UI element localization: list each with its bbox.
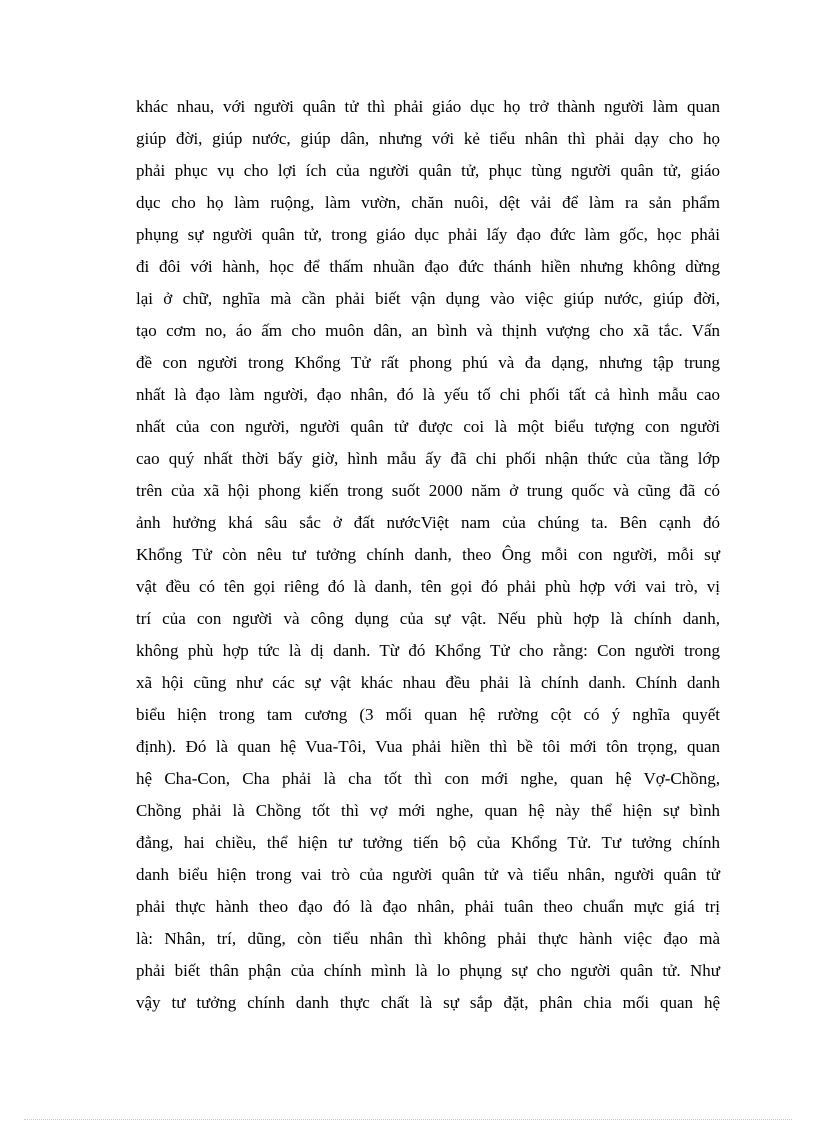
text-line: giúp đời, giúp nước, giúp dân, nhưng với kẻ tiểu nhân thì phải dạy cho họ: [136, 129, 720, 148]
text-line: lại ở chữ, nghĩa mà cần phải biết vận dụng vào việc giúp nước, giúp đời,: [136, 289, 720, 308]
text-line: nhất của con người, người quân tử được coi là một biểu tượng con người: [136, 417, 720, 436]
text-line: Khổng Tử còn nêu tư tưởng chính danh, theo Ông mỗi con người, mỗi sự: [136, 545, 720, 564]
text-line: phụng sự người quân tử, trong giáo dục phải lấy đạo đức làm gốc, học phải: [136, 225, 720, 244]
text-line: trí của con người và công dụng của sự vật. Nếu phù hợp là chính danh,: [136, 609, 720, 628]
body-paragraph: [136, 91, 720, 1019]
text-line: vật đều có tên gọi riêng đó là danh, tên gọi đó phải phù hợp với vai trò, vị: [136, 577, 720, 596]
text-line: đẳng, hai chiều, thể hiện tư tưởng tiến bộ của Khổng Tử. Tư tưởng chính: [136, 833, 720, 852]
text-line: định). Đó là quan hệ Vua-Tôi, Vua phải hiền thì bề tôi mới tôn trọng, quan: [136, 737, 720, 756]
text-line: khác nhau, với người quân tử thì phải giáo dục họ trở thành người làm quan: [136, 97, 720, 116]
text-line: hệ Cha-Con, Cha phải là cha tốt thì con mới nghe, quan hệ Vợ-Chồng,: [136, 769, 720, 788]
text-line: phải thực hành theo đạo đó là đạo nhân, phải tuân theo chuẩn mực giá trị: [136, 897, 720, 916]
text-line: vậy tư tưởng chính danh thực chất là sự sắp đặt, phân chia mối quan hệ: [136, 993, 720, 1012]
text-line: Chồng phải là Chồng tốt thì vợ mới nghe, quan hệ này thể hiện sự bình: [136, 801, 720, 820]
text-line: xã hội cũng như các sự vật khác nhau đều phải là chính danh. Chính danh: [136, 673, 720, 692]
text-line: ảnh hưởng khá sâu sắc ở đất nướcViệt nam của chúng ta. Bên cạnh đó: [136, 513, 720, 532]
text-line: danh biểu hiện trong vai trò của người quân tử và tiểu nhân, người quân tử: [136, 865, 720, 884]
text-line: cao quý nhất thời bấy giờ, hình mẫu ấy đã chi phối nhận thức của tầng lớp: [136, 449, 720, 468]
text-line: đi đôi với hành, học để thấm nhuần đạo đức thánh hiền nhưng không dừng: [136, 257, 720, 276]
text-line: phải phục vụ cho lợi ích của người quân tử, phục tùng người quân tử, giáo: [136, 161, 720, 180]
text-line: không phù hợp tức là dị danh. Từ đó Khổng Tử cho rằng: Con người trong: [136, 641, 720, 660]
text-line: trên của xã hội phong kiến trong suốt 2000 năm ở trung quốc và cũng đã có: [136, 481, 720, 500]
text-line: nhất là đạo làm người, đạo nhân, đó là yếu tố chi phối tất cả hình mẫu cao: [136, 385, 720, 404]
text-line: dục cho họ làm ruộng, làm vườn, chăn nuôi, dệt vải để làm ra sản phẩm: [136, 193, 720, 212]
page-bottom-border: [24, 1119, 792, 1120]
text-line: là: Nhân, trí, dũng, còn tiểu nhân thì không phải thực hành việc đạo mà: [136, 929, 720, 948]
text-line: tạo cơm no, áo ấm cho muôn dân, an bình và thịnh vượng cho xã tắc. Vấn: [136, 321, 720, 340]
text-line: phải biết thân phận của chính mình là lo phụng sự cho người quân tử. Như: [136, 961, 720, 980]
text-line: biểu hiện trong tam cương (3 mối quan hệ rường cột có ý nghĩa quyết: [136, 705, 720, 724]
text-line: đề con người trong Khổng Tử rất phong phú và đa dạng, nhưng tập trung: [136, 353, 720, 372]
